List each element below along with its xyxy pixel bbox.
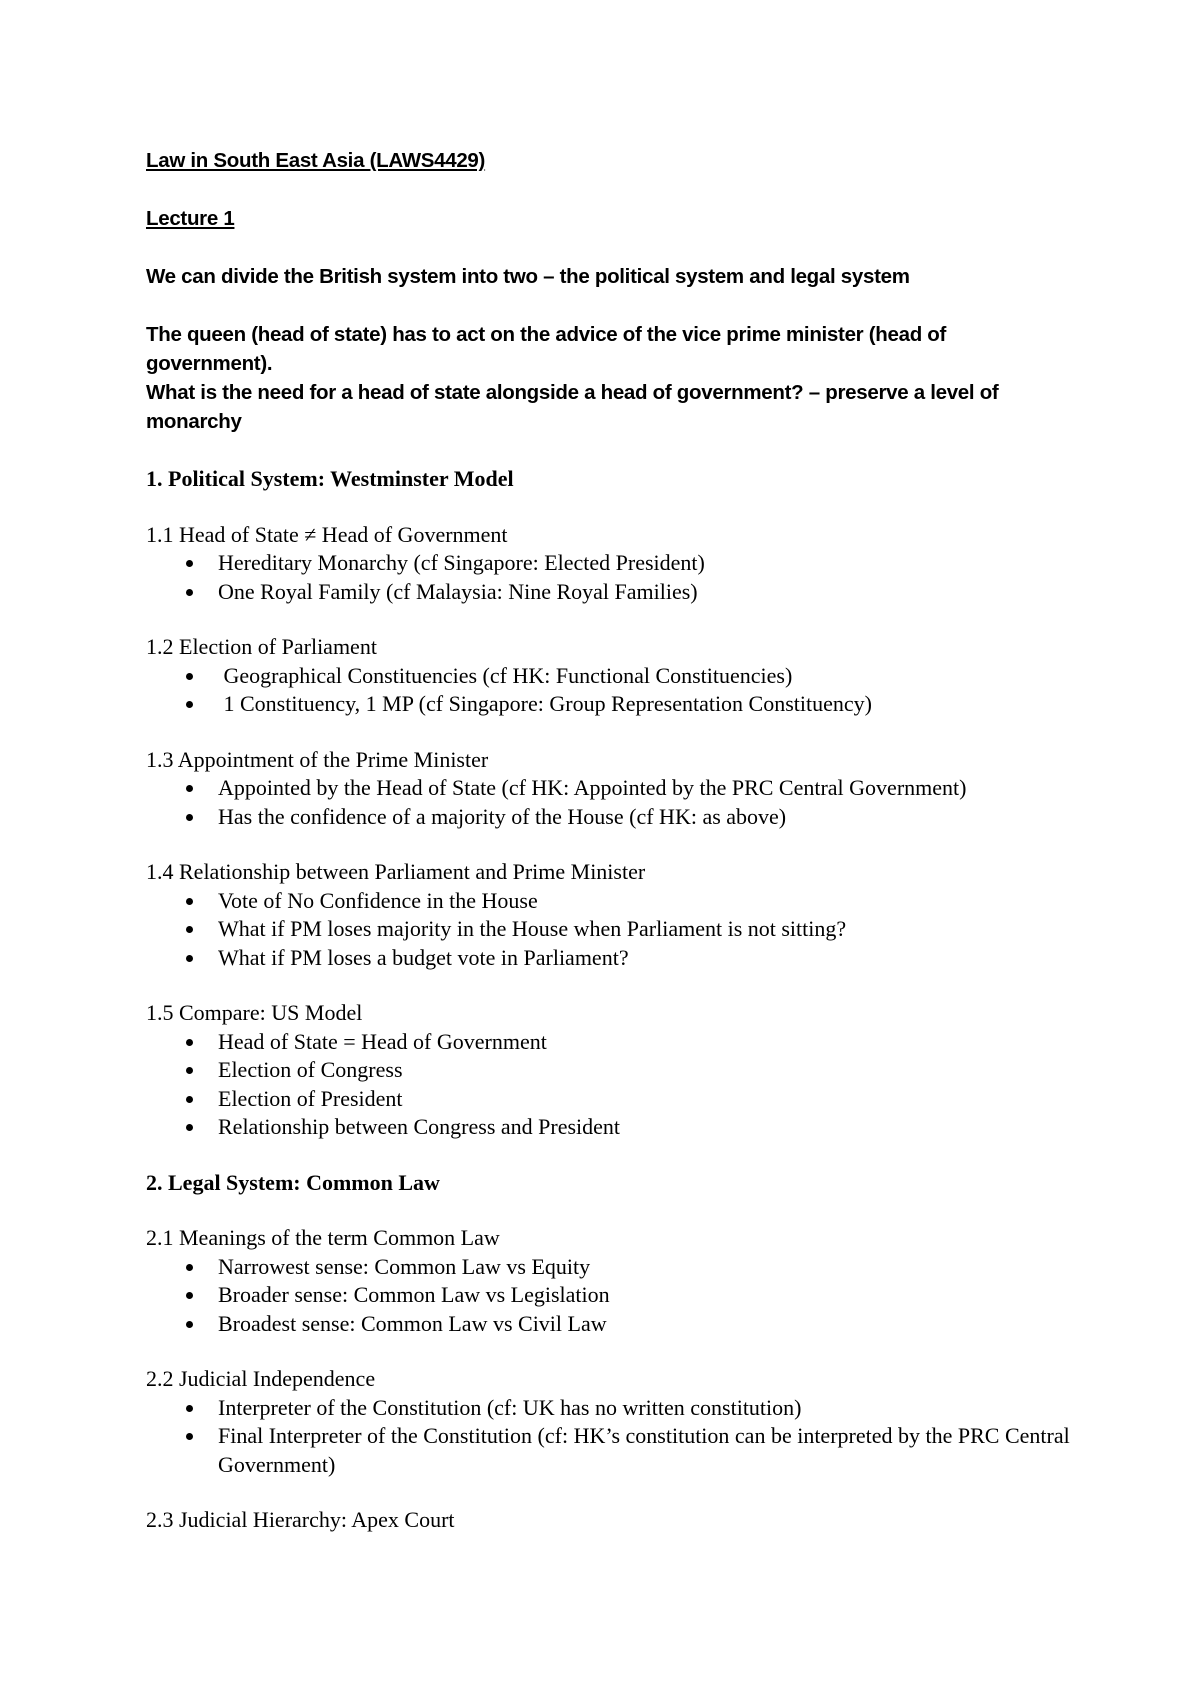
subsection-title: 1.4 Relationship between Parliament and Prime Minister (146, 859, 646, 884)
list-item: One Royal Family (cf Malaysia: Nine Royal Families) (146, 578, 1076, 607)
list-item: Narrowest sense: Common Law vs Equity (146, 1253, 1076, 1282)
list-item: Election of Congress (146, 1056, 1076, 1085)
list-item: Broader sense: Common Law vs Legislation (146, 1281, 1076, 1310)
list-item: Vote of No Confidence in the House (146, 887, 1076, 916)
section-heading-legal-system: 2. Legal System: Common Law (146, 1169, 440, 1195)
bullet-list (146, 549, 1076, 606)
list-item: Final Interpreter of the Constitution (cf: HK’s constitution can be interpreted by the PRC Central Government) (146, 1422, 1076, 1479)
document-page (146, 146, 1076, 1535)
subsection-title: 1.3 Appointment of the Prime Minister (146, 746, 489, 772)
bullet-list (146, 1028, 1076, 1142)
intro-paragraph-2: The queen (head of state) has to act on the advice of the vice prime minister (head of government). (146, 323, 947, 375)
section-heading-political-system: 1. Political System: Westminster Model (146, 466, 514, 491)
subsection-title: 1.5 Compare: US Model (146, 1000, 363, 1025)
list-item: Geographical Constituencies (cf HK: Functional Constituencies) (146, 662, 1076, 691)
subsection-title: 2.3 Judicial Hierarchy: Apex Court (146, 1507, 455, 1532)
list-item: Broadest sense: Common Law vs Civil Law (146, 1310, 1076, 1339)
list-item: Hereditary Monarchy (cf Singapore: Elected President) (146, 549, 1076, 578)
subsection-title: 1.1 Head of State ≠ Head of Government (146, 521, 508, 547)
subsection-title: 1.2 Election of Parliament (146, 634, 377, 659)
list-item: Election of President (146, 1085, 1076, 1114)
list-item: Head of State = Head of Government (146, 1028, 1076, 1057)
bullet-list (146, 1253, 1076, 1339)
list-item: What if PM loses a budget vote in Parliament? (146, 944, 1076, 973)
subsection-title: 2.1 Meanings of the term Common Law (146, 1225, 500, 1250)
list-item: Has the confidence of a majority of the House (cf HK: as above) (146, 803, 1076, 832)
bullet-list (146, 774, 1076, 831)
list-item: 1 Constituency, 1 MP (cf Singapore: Group Representation Constituency) (146, 690, 1076, 719)
bullet-list (146, 662, 1076, 719)
subsection-title: 2.2 Judicial Independence (146, 1366, 376, 1391)
list-item: Relationship between Congress and President (146, 1113, 1076, 1142)
list-item: Interpreter of the Constitution (cf: UK has no written constitution) (146, 1394, 1076, 1423)
list-item: Appointed by the Head of State (cf HK: Appointed by the PRC Central Government) (146, 774, 1076, 803)
lecture-heading: Lecture 1 (146, 207, 235, 230)
intro-paragraph-1: We can divide the British system into two – the political system and legal system (146, 265, 910, 288)
bullet-list (146, 887, 1076, 973)
bullet-list (146, 1394, 1076, 1480)
intro-paragraph-3: What is the need for a head of state alongside a head of government? – preserve a level of monarchy (146, 381, 999, 433)
document-title: Law in South East Asia (LAWS4429) (146, 149, 486, 172)
list-item: What if PM loses majority in the House when Parliament is not sitting? (146, 915, 1076, 944)
